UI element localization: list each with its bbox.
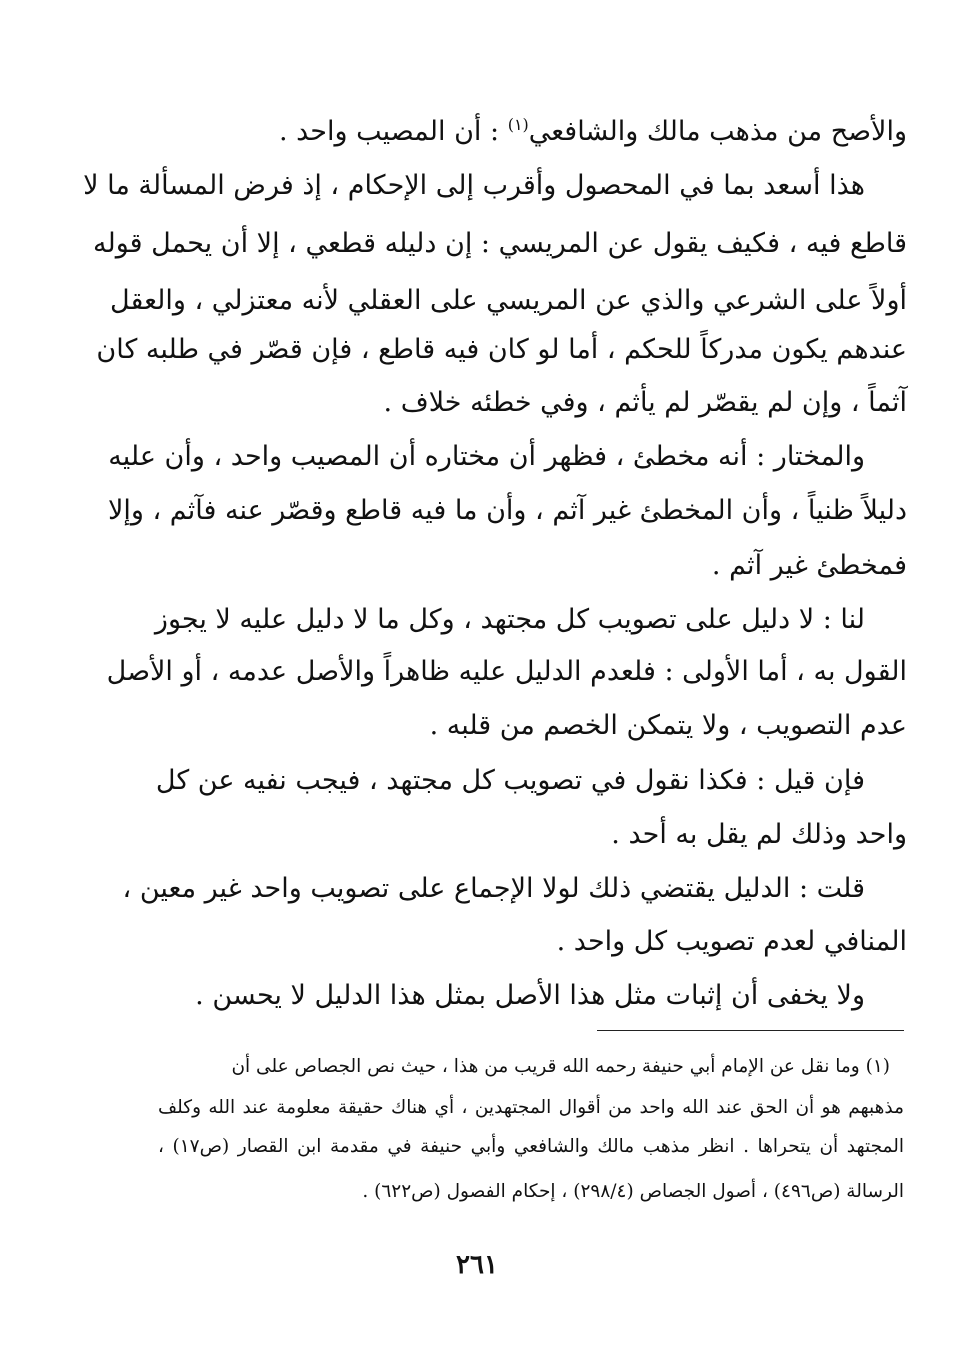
footnote-line-4: الرسالة (ص٤٩٦) ، أصول الجصاص (٢٩٨/٤) ، إحكام الفصول (ص٦٢٢) . [362,1181,904,1202]
paragraph-6-line-1: قلت : الدليل يقتضي ذلك لولا الإجماع على تصويب واحد غير معين ، [122,873,865,904]
paragraph-4-line-2: القول به ، أما الأولى : فلعدم الدليل عليه ظاهراً والأصل عدمه ، أو الأصل [106,656,907,687]
paragraph-2-line-2: قاطع فيه ، فكيف يقول عن المريسي : إن دليله قطعي ، إلا أن يحمل قوله [93,228,907,259]
paragraph-3-line-3: فمخطئ غير آثم . [711,550,907,581]
paragraph-5-line-1: فإن قيل : فكذا نقول في تصويب كل مجتهد ، فيجب نفيه عن كل [155,765,865,796]
paragraph-3-line-2: دليلاً ظنياً ، وأن المخطئ غير آثم ، وأن ما فيه قاطع وقصّر عنه فآثم ، وإلا [107,495,907,526]
paragraph-4-line-1: لنا : لا دليل على تصويب كل مجتهد ، وكل ما لا دليل عليه لا يجوز [154,604,865,635]
paragraph-7-line-1: ولا يخفى أن إثبات مثل هذا الأصل بمثل هذا الدليل لا يحسن . [195,980,865,1011]
page-number: ٢٦١ [456,1250,498,1280]
footnote-line-1: (١) وما نقل عن الإمام أبي حنيفة رحمه الله قريب من هذا ، حيث نص الجصاص على أن [231,1056,890,1077]
paragraph-2-line-5: آثماً ، وإن لم يقصّر لم يأثم ، وفي خطئه خلاف . [383,387,907,418]
text-run: والأصح من مذهب مالك والشافعي [528,116,907,147]
paragraph-2-line-1: هذا أسعد بما في المحصول وأقرب إلى الإحكام ، إذ فرض المسألة ما لا [83,170,865,201]
footnote-line-3: المجتهد أن يتحراها . انظر مذهب مالك والشافعي وأبي حنيفة في مقدمة ابن القصار (ص١٧) ، [158,1136,904,1157]
text-run: : أن المصيب واحد . [278,116,508,147]
paragraph-1-line-1 [279,112,907,152]
paragraph-5-line-2: واحد وذلك لم يقل به أحد . [611,819,907,850]
paragraph-6-line-2: المنافي لعدم تصويب كل واحد . [556,926,907,957]
footnote-separator [597,1030,904,1031]
paragraph-4-line-3: عدم التصويب ، ولا يتمكن الخصم من قلبه . [429,710,907,741]
footnote-line-2: مذهبهم هو أن الحق عند الله واحد من أقوال المجتهدين ، أي هناك حقيقة معلومة عند الله وكلف [158,1097,904,1118]
footnote-marker: (١) [507,115,529,134]
paragraph-2-line-4: عندهم يكون مدركاً للحكم ، أما لو كان فيه قاطع ، فإن قصّر في طلبه كان [96,334,907,365]
paragraph-2-line-3: أولاً على الشرعي والذي عن المريسي على العقلي لأنه معتزلي ، والعقل [110,285,907,316]
paragraph-3-line-1: والمختار : أنه مخطئ ، فظهر أن مختاره أن المصيب واحد ، وأن عليه [108,441,865,472]
